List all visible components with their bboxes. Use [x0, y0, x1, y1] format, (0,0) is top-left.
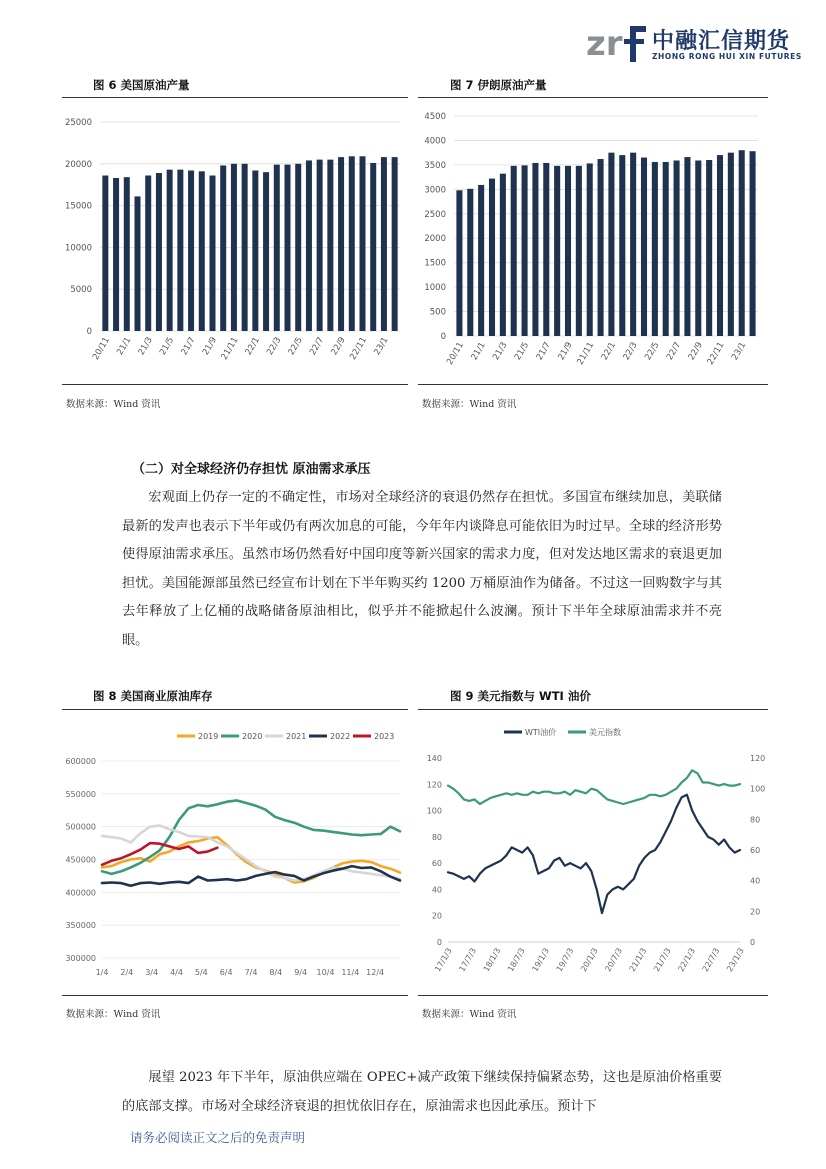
x-tick-label: 17/1/3 [433, 946, 454, 974]
figure-7-top-rule [418, 97, 768, 98]
x-tick-label: 21/1 [115, 335, 134, 358]
bar [554, 166, 560, 336]
figure-6-chart [62, 104, 408, 380]
x-tick-label: 20/1/3 [579, 946, 600, 974]
bar [285, 165, 291, 331]
bar [630, 153, 636, 336]
x-tick-label: 22/3 [621, 340, 640, 363]
bar [370, 163, 376, 331]
series-line-美元指数 [448, 770, 740, 804]
x-tick-label: 21/1 [469, 340, 488, 363]
x-tick-label: 21/9 [556, 340, 575, 363]
x-tick-label: 19/7/3 [554, 946, 576, 974]
bar [135, 196, 141, 331]
bar [252, 170, 258, 331]
y-tick-label: 25000 [64, 118, 92, 128]
bar [360, 156, 366, 331]
bar [124, 177, 130, 331]
x-tick-label: 22/1/3 [676, 946, 698, 974]
bar [500, 174, 506, 336]
x-tick-label: 21/3 [491, 340, 510, 363]
bar [565, 166, 571, 336]
y-tick-label: 20000 [64, 159, 92, 170]
bar [295, 164, 301, 331]
legend-label: 2019 [198, 732, 219, 741]
bar [467, 189, 473, 336]
y-right-tick-label: 40 [750, 876, 761, 886]
bar [641, 158, 647, 336]
bar [587, 163, 593, 336]
x-tick-label: 2/4 [120, 968, 134, 977]
y-tick-label: 500 [429, 307, 446, 318]
x-tick-label: 21/1/3 [627, 946, 649, 974]
bar [167, 170, 173, 331]
figure-7-chart [418, 104, 768, 380]
y-tick-label: 1000 [424, 283, 446, 294]
company-logo-mark [586, 22, 648, 62]
y-left-tick-label: 0 [436, 938, 442, 947]
bar [274, 165, 280, 331]
x-tick-label: 21/7 [534, 340, 553, 363]
bar [317, 160, 323, 331]
x-tick-label: 21/3 [136, 335, 155, 358]
x-tick-label: 23/1/3 [725, 946, 746, 974]
y-left-tick-label: 40 [431, 885, 442, 895]
y-tick-label: 4500 [424, 112, 446, 122]
company-logo-subtitle: ZHONG RONG HUI XIN FUTURES [652, 52, 802, 61]
y-left-tick-label: 120 [426, 780, 442, 790]
y-tick-label: 1500 [424, 258, 446, 269]
bar [532, 163, 538, 336]
bar [695, 160, 701, 336]
x-tick-label: 8/4 [269, 968, 283, 977]
x-tick-label: 4/4 [170, 968, 183, 977]
legend-label: WTI油价 [525, 728, 557, 737]
y-tick-label: 350000 [65, 921, 96, 931]
x-tick-label: 21/11 [575, 340, 597, 367]
legend-label: 美元指数 [589, 728, 621, 737]
bar [489, 179, 495, 336]
y-tick-label: 2000 [424, 234, 446, 245]
figure-6-bottom-rule [62, 384, 408, 385]
figure-6-source: 数据来源：Wind 资讯 [66, 399, 161, 410]
svg-text:zr: zr [586, 24, 623, 62]
y-right-tick-label: 100 [750, 784, 766, 794]
bar [338, 157, 344, 331]
y-tick-label: 3500 [424, 160, 446, 171]
x-tick-label: 21/11 [219, 335, 241, 362]
x-tick-label: 22/11 [348, 335, 370, 362]
bar [145, 176, 151, 331]
figure-9-chart [418, 716, 768, 990]
x-tick-label: 3/4 [145, 968, 159, 977]
y-left-tick-label: 140 [426, 754, 442, 763]
bar [177, 170, 183, 331]
bar [543, 163, 549, 336]
bar [674, 160, 680, 336]
bar [652, 162, 658, 336]
body-paragraph-1 [122, 484, 722, 656]
x-tick-label: 22/3 [265, 335, 284, 358]
x-tick-label: 21/9 [200, 335, 220, 358]
y-left-tick-label: 20 [431, 911, 442, 921]
bar [511, 166, 517, 336]
bar [456, 190, 462, 336]
figure-9-top-rule [418, 709, 768, 710]
x-tick-label: 19/1/3 [530, 946, 552, 974]
y-tick-label: 0 [440, 332, 446, 342]
x-tick-label: 10/4 [316, 968, 335, 977]
bar [188, 170, 194, 331]
figure-6-title: 图 6 美国原油产量 [93, 78, 190, 92]
x-tick-label: 18/1/3 [481, 946, 503, 974]
bar [327, 160, 333, 331]
bar [608, 153, 614, 336]
bar [739, 150, 745, 336]
x-tick-label: 6/4 [219, 968, 233, 977]
x-tick-label: 18/7/3 [506, 946, 527, 974]
figure-7-bottom-rule [418, 384, 768, 385]
y-left-tick-label: 60 [431, 859, 442, 869]
y-right-tick-label: 20 [750, 907, 761, 917]
x-tick-label: 9/4 [294, 968, 308, 977]
figure-6-top-rule [62, 97, 408, 98]
x-tick-label: 21/5 [512, 340, 532, 363]
x-tick-label: 22/9 [329, 335, 348, 358]
figure-7-title: 图 7 伊朗原油产量 [450, 78, 547, 92]
x-tick-label: 1/4 [95, 968, 109, 977]
bar [381, 157, 387, 331]
y-tick-label: 2500 [424, 209, 446, 220]
x-tick-label: 22/9 [686, 340, 705, 363]
y-right-tick-label: 0 [750, 938, 756, 947]
x-tick-label: 22/11 [705, 340, 727, 367]
y-tick-label: 5000 [70, 285, 92, 296]
x-tick-label: 11/4 [341, 968, 360, 977]
x-tick-label: 21/7 [179, 335, 198, 358]
paragraph-1-text: 宏观面上仍存一定的不确定性，市场对全球经济的衰退仍然存在担忧。多国宣布继续加息，美联储最新的发声也表示下半年或仍有两次加息的可能，今年年内谈降息可能依旧为时过早。全球的经济形势使得原油需求承压。虽然市场仍然看好中国印度等新兴国家的需求力度，但对发达地区需求的衰退更加担忧。美国能源部虽然已经宣布计划在下半年购买约 1200 万桶原油作为储备。不过这一回购数字与其去年释放了上亿桶的战略储备原油相比，似乎并不能掀起什么波澜。预计下半年全球原油需求并不亮眼。 [122, 490, 722, 648]
x-tick-label: 5/4 [194, 968, 208, 977]
bar [478, 185, 484, 336]
figure-8-title: 图 8 美国商业原油库存 [93, 689, 213, 703]
x-tick-label: 20/11 [91, 335, 112, 362]
bar [619, 155, 625, 336]
figure-7-source: 数据来源：Wind 资讯 [422, 399, 517, 410]
bar [263, 172, 269, 331]
x-tick-label: 12/4 [366, 968, 385, 977]
bar [750, 151, 756, 336]
y-tick-label: 450000 [65, 855, 96, 865]
bar [102, 176, 108, 331]
y-right-tick-label: 120 [750, 754, 766, 763]
bar [717, 155, 723, 336]
legend-label: 2022 [330, 732, 351, 741]
legend-label: 2020 [242, 732, 263, 741]
x-tick-label: 22/1 [599, 340, 619, 363]
paragraph-2-text: 展望 2023 年下半年，原油供应端在 OPEC+减产政策下继续保持偏紧态势，这也是原油价格重要的底部支撑。市场对全球经济衰退的担忧依旧存在，原油需求也因此承压。预计下 [122, 1070, 722, 1114]
y-tick-label: 300000 [65, 954, 96, 963]
bar [199, 171, 205, 331]
x-tick-label: 23/1 [372, 335, 391, 358]
bar [220, 165, 226, 331]
bar [306, 160, 312, 331]
y-tick-label: 0 [86, 327, 92, 337]
y-left-tick-label: 80 [431, 832, 442, 842]
figure-8-source: 数据来源：Wind 资讯 [66, 1009, 161, 1020]
bar [522, 165, 528, 336]
body-paragraph-2 [122, 1064, 722, 1121]
series-line-2022 [102, 866, 400, 886]
disclaimer-footer: 请务必阅读正文之后的免责声明 [130, 1130, 306, 1145]
x-tick-label: 21/7/3 [652, 946, 673, 974]
figure-8-chart [62, 716, 408, 990]
y-left-tick-label: 100 [426, 806, 442, 816]
x-tick-label: 22/7/3 [700, 946, 722, 974]
bar [349, 156, 355, 331]
x-tick-label: 22/7 [308, 335, 327, 358]
bar [231, 164, 237, 331]
y-tick-label: 600000 [65, 757, 96, 766]
bar [392, 157, 398, 331]
x-tick-label: 22/7 [664, 340, 684, 363]
bar [598, 159, 604, 336]
x-tick-label: 17/7/3 [457, 946, 479, 974]
figure-9-bottom-rule [418, 995, 768, 996]
series-line-WTI油价 [448, 795, 740, 913]
bar [113, 178, 119, 331]
section-heading: （二）对全球经济仍存担忧 原油需求承压 [132, 462, 371, 477]
bar [663, 162, 669, 336]
y-tick-label: 10000 [64, 243, 92, 254]
x-tick-label: 22/5 [286, 335, 305, 358]
figure-9-title: 图 9 美元指数与 WTI 油价 [450, 689, 591, 703]
figure-8-bottom-rule [62, 995, 408, 996]
legend-label: 2021 [286, 732, 307, 741]
bar [728, 153, 734, 336]
figure-9-source: 数据来源：Wind 资讯 [422, 1009, 517, 1020]
y-tick-label: 500000 [65, 822, 96, 832]
bar [210, 176, 216, 331]
figure-8-top-rule [62, 709, 408, 710]
y-tick-label: 4000 [424, 136, 446, 147]
y-tick-label: 550000 [65, 789, 96, 799]
x-tick-label: 22/5 [643, 340, 662, 363]
y-right-tick-label: 80 [750, 815, 761, 825]
company-logo-text: 中融汇信期货 [652, 29, 791, 54]
y-tick-label: 3000 [424, 185, 446, 196]
legend-label: 2023 [374, 732, 395, 741]
x-tick-label: 20/11 [445, 340, 467, 367]
y-right-tick-label: 60 [750, 846, 761, 855]
x-tick-label: 20/7/3 [603, 946, 625, 974]
y-tick-label: 400000 [65, 888, 96, 898]
bar [242, 164, 248, 331]
bar [156, 173, 162, 331]
y-tick-label: 15000 [64, 201, 92, 212]
x-tick-label: 23/1 [730, 340, 749, 363]
bar [684, 157, 690, 336]
bar [706, 160, 712, 336]
x-tick-label: 7/4 [244, 968, 258, 977]
x-tick-label: 21/5 [158, 335, 177, 358]
bar [576, 166, 582, 336]
x-tick-label: 22/1 [243, 335, 262, 358]
